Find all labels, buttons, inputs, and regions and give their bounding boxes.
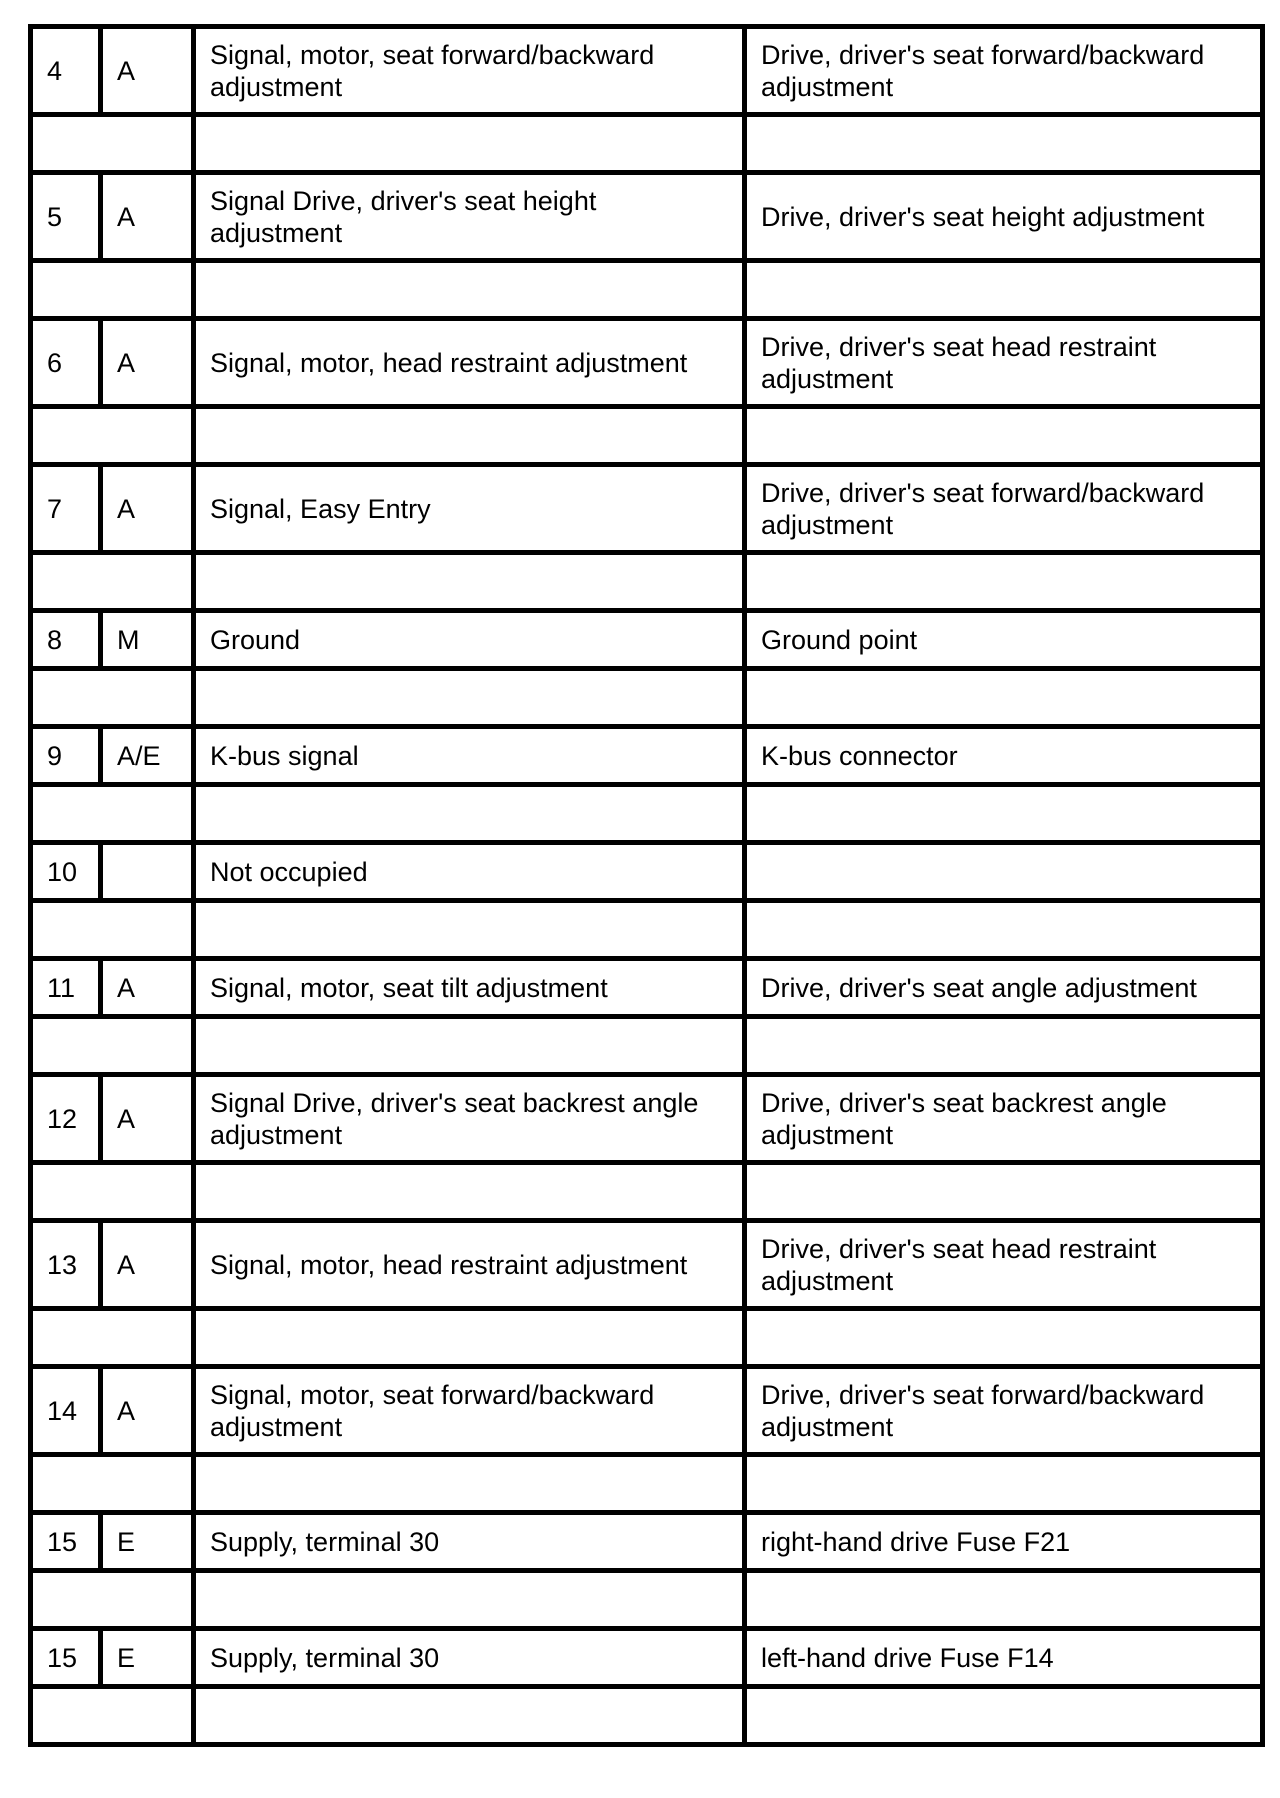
- function-cell: Signal, motor, seat tilt adjustment: [194, 959, 745, 1017]
- connection-cell: Drive, driver's seat height adjustment: [745, 173, 1263, 261]
- type-cell: M: [101, 611, 194, 669]
- pin-cell: 15: [31, 1513, 101, 1571]
- spacer-cell: [31, 1687, 194, 1745]
- spacer-cell: [745, 1017, 1263, 1075]
- function-cell: K-bus signal: [194, 727, 745, 785]
- table-row: [31, 843, 1263, 901]
- spacer-cell: [194, 261, 745, 319]
- table-row: [31, 959, 1263, 1017]
- spacer-cell: [31, 553, 194, 611]
- spacer-cell: [194, 901, 745, 959]
- spacer-cell: [31, 1455, 194, 1513]
- pin-cell: 10: [31, 843, 101, 901]
- type-cell: A: [101, 319, 194, 407]
- pin-cell: 13: [31, 1221, 101, 1309]
- spacer-cell: [31, 115, 194, 173]
- spacer-cell: [194, 669, 745, 727]
- table-row: [31, 1513, 1263, 1571]
- spacer-row: [31, 1163, 1263, 1221]
- spacer-row: [31, 1017, 1263, 1075]
- type-cell: E: [101, 1629, 194, 1687]
- function-cell: Signal, motor, seat forward/backward adjustment: [194, 27, 745, 115]
- connection-cell: Drive, driver's seat backrest angle adjustment: [745, 1075, 1263, 1163]
- spacer-row: [31, 1455, 1263, 1513]
- spacer-cell: [31, 669, 194, 727]
- spacer-row: [31, 1309, 1263, 1367]
- connection-cell: Drive, driver's seat angle adjustment: [745, 959, 1263, 1017]
- type-cell: [101, 843, 194, 901]
- table-row: [31, 611, 1263, 669]
- spacer-cell: [745, 669, 1263, 727]
- type-cell: A: [101, 1221, 194, 1309]
- function-cell: Signal, motor, head restraint adjustment: [194, 319, 745, 407]
- type-cell: A/E: [101, 727, 194, 785]
- spacer-row: [31, 669, 1263, 727]
- type-cell: A: [101, 465, 194, 553]
- spacer-cell: [194, 1687, 745, 1745]
- pin-cell: 6: [31, 319, 101, 407]
- spacer-cell: [31, 261, 194, 319]
- function-cell: Ground: [194, 611, 745, 669]
- spacer-cell: [745, 261, 1263, 319]
- function-cell: Supply, terminal 30: [194, 1513, 745, 1571]
- spacer-cell: [31, 407, 194, 465]
- spacer-cell: [745, 1571, 1263, 1629]
- spacer-cell: [31, 785, 194, 843]
- spacer-cell: [745, 407, 1263, 465]
- pin-cell: 14: [31, 1367, 101, 1455]
- type-cell: A: [101, 1367, 194, 1455]
- spacer-cell: [745, 115, 1263, 173]
- function-cell: Not occupied: [194, 843, 745, 901]
- connection-cell: Drive, driver's seat head restraint adjustment: [745, 1221, 1263, 1309]
- spacer-cell: [745, 1455, 1263, 1513]
- connection-cell: [745, 843, 1263, 901]
- spacer-cell: [194, 1017, 745, 1075]
- spacer-cell: [31, 1309, 194, 1367]
- spacer-cell: [31, 1571, 194, 1629]
- spacer-cell: [31, 1163, 194, 1221]
- pin-cell: 5: [31, 173, 101, 261]
- table-row: [31, 319, 1263, 407]
- type-cell: A: [101, 27, 194, 115]
- spacer-row: [31, 1687, 1263, 1745]
- pin-cell: 8: [31, 611, 101, 669]
- connection-cell: Ground point: [745, 611, 1263, 669]
- pin-cell: 4: [31, 27, 101, 115]
- table-row: [31, 465, 1263, 553]
- type-cell: A: [101, 1075, 194, 1163]
- spacer-cell: [194, 115, 745, 173]
- table-row: [31, 173, 1263, 261]
- function-cell: Supply, terminal 30: [194, 1629, 745, 1687]
- table-row: [31, 1075, 1263, 1163]
- spacer-cell: [194, 553, 745, 611]
- spacer-cell: [194, 1455, 745, 1513]
- spacer-cell: [194, 1163, 745, 1221]
- table-row: [31, 727, 1263, 785]
- spacer-cell: [745, 901, 1263, 959]
- type-cell: E: [101, 1513, 194, 1571]
- pin-assignment-table: [28, 24, 1265, 1747]
- spacer-cell: [745, 785, 1263, 843]
- pin-cell: 12: [31, 1075, 101, 1163]
- spacer-cell: [745, 553, 1263, 611]
- spacer-cell: [194, 407, 745, 465]
- spacer-cell: [194, 785, 745, 843]
- table-row: [31, 1221, 1263, 1309]
- type-cell: A: [101, 173, 194, 261]
- function-cell: Signal, motor, seat forward/backward adjustment: [194, 1367, 745, 1455]
- connection-cell: Drive, driver's seat forward/backward adjustment: [745, 465, 1263, 553]
- pin-cell: 15: [31, 1629, 101, 1687]
- function-cell: Signal, motor, head restraint adjustment: [194, 1221, 745, 1309]
- pin-cell: 9: [31, 727, 101, 785]
- spacer-cell: [745, 1687, 1263, 1745]
- table-row: [31, 27, 1263, 115]
- spacer-cell: [31, 901, 194, 959]
- spacer-row: [31, 1571, 1263, 1629]
- spacer-cell: [194, 1571, 745, 1629]
- function-cell: Signal, Easy Entry: [194, 465, 745, 553]
- spacer-cell: [194, 1309, 745, 1367]
- connection-cell: right-hand drive Fuse F21: [745, 1513, 1263, 1571]
- spacer-row: [31, 115, 1263, 173]
- function-cell: Signal Drive, driver's seat height adjustment: [194, 173, 745, 261]
- spacer-row: [31, 901, 1263, 959]
- pin-cell: 7: [31, 465, 101, 553]
- function-cell: Signal Drive, driver's seat backrest angle adjustment: [194, 1075, 745, 1163]
- type-cell: A: [101, 959, 194, 1017]
- table-row: [31, 1367, 1263, 1455]
- spacer-row: [31, 785, 1263, 843]
- pin-table-body: [31, 27, 1263, 1745]
- table-row: [31, 1629, 1263, 1687]
- spacer-cell: [745, 1309, 1263, 1367]
- connection-cell: left-hand drive Fuse F14: [745, 1629, 1263, 1687]
- spacer-row: [31, 553, 1263, 611]
- connection-cell: K-bus connector: [745, 727, 1263, 785]
- spacer-row: [31, 407, 1263, 465]
- connection-cell: Drive, driver's seat head restraint adjustment: [745, 319, 1263, 407]
- spacer-row: [31, 261, 1263, 319]
- spacer-cell: [745, 1163, 1263, 1221]
- spacer-cell: [31, 1017, 194, 1075]
- connection-cell: Drive, driver's seat forward/backward adjustment: [745, 27, 1263, 115]
- pin-cell: 11: [31, 959, 101, 1017]
- connection-cell: Drive, driver's seat forward/backward adjustment: [745, 1367, 1263, 1455]
